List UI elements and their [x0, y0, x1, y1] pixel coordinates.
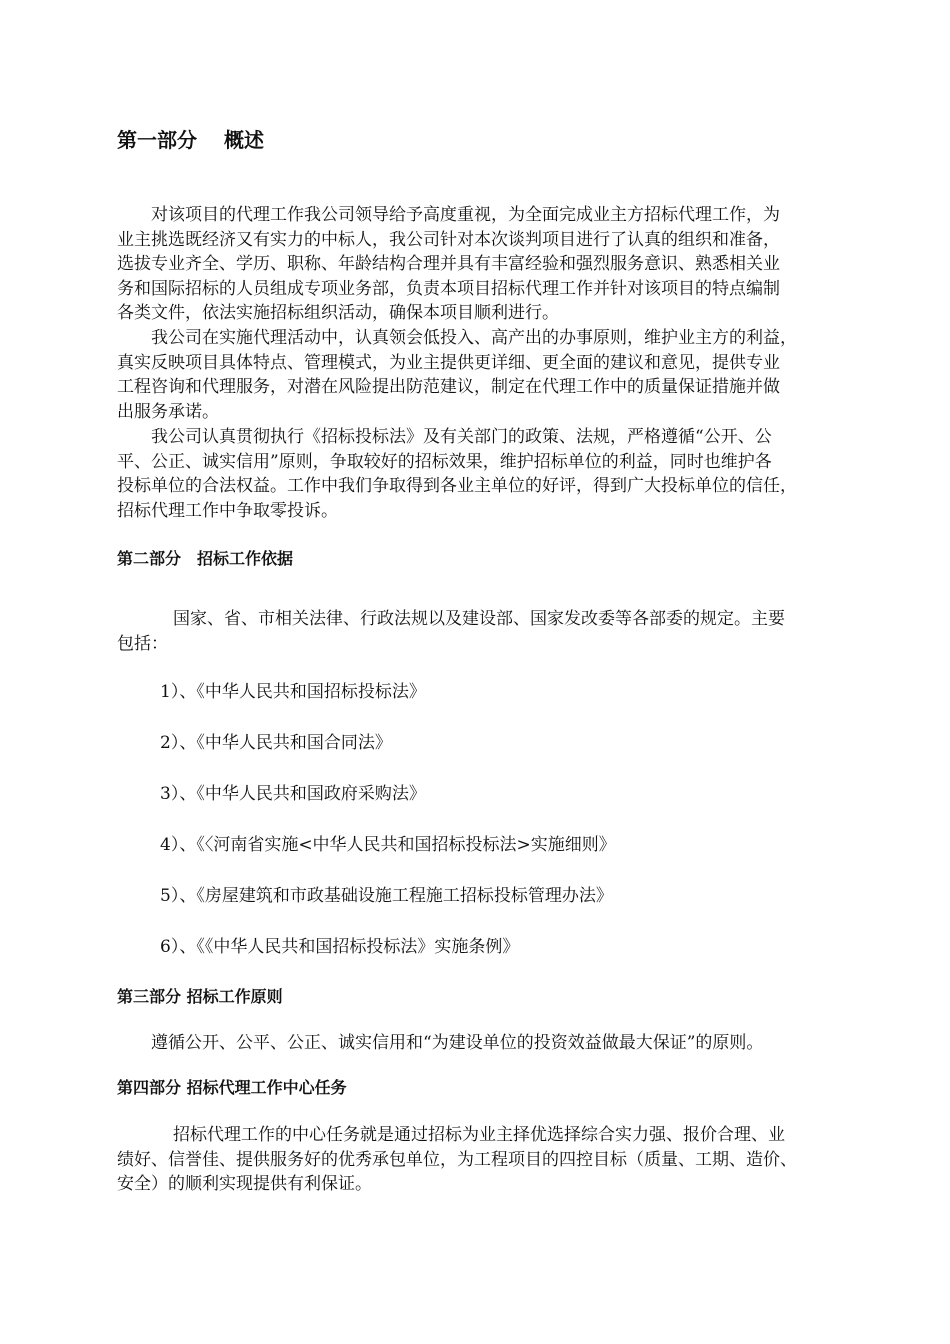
law-list-item: 5）、《房屋建筑和市政基础设施工程施工招标投标管理办法》 — [160, 886, 613, 906]
paragraph-line: 选拔专业齐全、学历、职称、年龄结构合理并具有丰富经验和强烈服务意识、熟悉相关业 — [117, 254, 780, 275]
law-list-item: 6）、《《中华人民共和国招标投标法》实施条例》 — [160, 937, 520, 957]
paragraph-line: 招标代理工作的中心任务就是通过招标为业主择优选择综合实力强、报价合理、业 — [173, 1125, 785, 1145]
paragraph-line: 各类文件，依法实施招标组织活动，确保本项目顺利进行。 — [117, 303, 559, 324]
paragraph-line: 出服务承诺。 — [117, 401, 219, 422]
law-list-item: 4）、《〈河南省实施<中华人民共和国招标投标法>实施细则》 — [160, 835, 616, 855]
section3-text — [117, 1031, 877, 1056]
section2-intro — [117, 607, 877, 656]
law-list-item: 2）、《中华人民共和国合同法》 — [160, 733, 392, 753]
paragraph-line: 投标单位的合法权益。工作中我们争取得到各业主单位的好评，得到广大投标单位的信任， — [117, 476, 797, 497]
paragraph-line: 安全）的顺利实现提供有利保证。 — [117, 1174, 372, 1195]
paragraph-line: 务和国际招标的人员组成专项业务部，负责本项目招标代理工作并针对该项目的特点编制 — [117, 278, 780, 299]
section3-title: 第三部分 招标工作原则 — [117, 987, 283, 1006]
section1-paragraph-2 — [117, 326, 877, 424]
section4-text — [117, 1123, 877, 1197]
paragraph-line: 遵循公开、公平、公正、诚实信用和“为建设单位的投资效益做最大保证”的原则。 — [151, 1033, 764, 1053]
paragraph-line: 工程咨询和代理服务，对潜在风险提出防范建议，制定在代理工作中的质量保证措施并做 — [117, 377, 780, 398]
section1-paragraph-1 — [117, 203, 877, 326]
paragraph-line: 业主挑选既经济又有实力的中标人，我公司针对本次谈判项目进行了认真的组织和准备， — [117, 229, 780, 250]
paragraph-line: 我公司在实施代理活动中，认真领会低投入、高产出的办事原则，维护业主方的利益， — [151, 328, 797, 348]
paragraph-line: 招标代理工作中争取零投诉。 — [117, 500, 338, 521]
paragraph-line: 平、公正、诚实信用”原则，争取较好的招标效果，维护招标单位的利益，同时也维护各 — [117, 451, 772, 472]
paragraph-line: 国家、省、市相关法律、行政法规以及建设部、国家发改委等各部委的规定。主要 — [173, 609, 785, 629]
law-list-item: 1）、《中华人民共和国招标投标法》 — [160, 682, 426, 702]
law-list-item: 3）、《中华人民共和国政府采购法》 — [160, 784, 426, 804]
section1-paragraph-3 — [117, 425, 877, 523]
paragraph-line: 包括： — [117, 633, 168, 654]
paragraph-line: 绩好、信誉佳、提供服务好的优秀承包单位，为工程项目的四控目标（质量、工期、造价、 — [117, 1149, 797, 1170]
section1-title: 第一部分 概述 — [117, 128, 264, 152]
paragraph-line: 我公司认真贯彻执行《招标投标法》及有关部门的政策、法规，严格遵循“公开、公 — [151, 427, 772, 447]
paragraph-line: 对该项目的代理工作我公司领导给予高度重视，为全面完成业主方招标代理工作，为 — [151, 205, 780, 225]
paragraph-line: 真实反映项目具体特点、管理模式，为业主提供更详细、更全面的建议和意见，提供专业 — [117, 352, 780, 373]
section2-title: 第二部分 招标工作依据 — [117, 549, 294, 568]
section4-title: 第四部分 招标代理工作中心任务 — [117, 1078, 347, 1097]
